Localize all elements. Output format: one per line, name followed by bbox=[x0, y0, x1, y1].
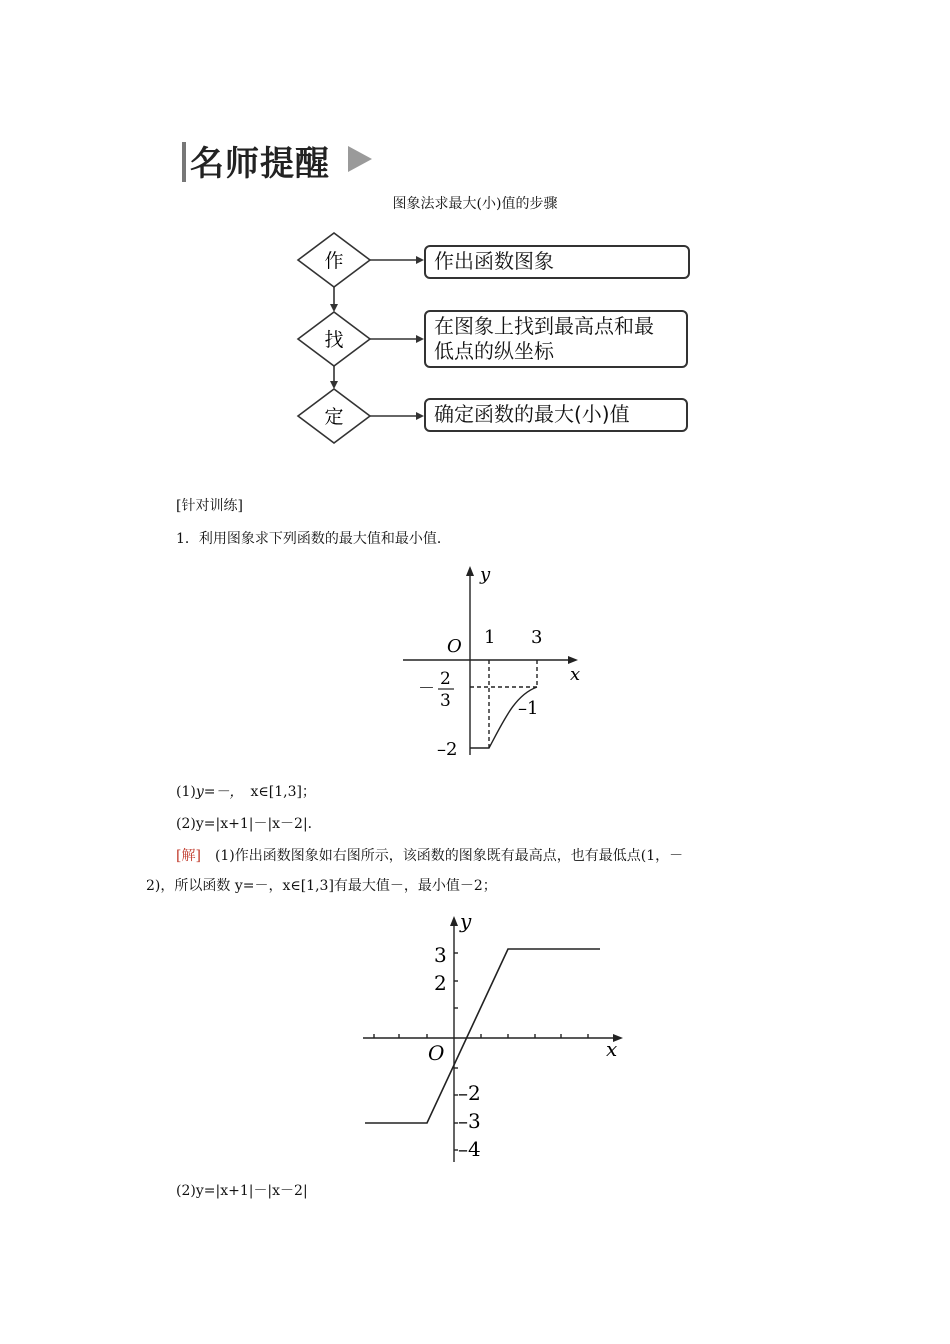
x-axis-label: x bbox=[570, 664, 581, 685]
flow-box-find-line1: 在图象上找到最高点和最 bbox=[434, 314, 654, 338]
part-1: (1)y=－， x∈[1,3]； bbox=[176, 784, 316, 800]
fraction-denominator: 3 bbox=[440, 691, 451, 711]
flow-box-find bbox=[424, 310, 688, 368]
tick-y-neg3: –3 bbox=[458, 1109, 481, 1133]
flow-box-determine bbox=[424, 398, 688, 432]
tick-y-neg4: –4 bbox=[458, 1137, 481, 1161]
flow-box-find-line2: 低点的纵坐标 bbox=[434, 339, 554, 363]
tick-y-2: 2 bbox=[434, 971, 447, 995]
fraction-sign: － bbox=[418, 679, 435, 699]
flow-box-make bbox=[424, 245, 690, 279]
section-title: 名师提醒 bbox=[190, 144, 330, 184]
fraction-numerator: 2 bbox=[440, 669, 451, 689]
part-2: (2)y=|x+1|－|x－2|． bbox=[176, 816, 322, 832]
piecewise-line bbox=[365, 949, 600, 1123]
solution-tag: [解] bbox=[176, 848, 201, 864]
solution-line-1: [解] (1)作出函数图象如右图所示，该函数的图象既有最高点，也有最低点(1，－ bbox=[176, 848, 684, 864]
diamond-label-find: 找 bbox=[324, 329, 344, 351]
y-axis-label: y bbox=[460, 910, 472, 933]
y-axis-label: y bbox=[480, 564, 491, 585]
question-1: 1．利用图象求下列函数的最大值和最小值． bbox=[176, 531, 451, 547]
flowchart-title: 图象法求最大(小)值的步骤 bbox=[392, 196, 558, 212]
play-arrow-icon bbox=[348, 146, 372, 172]
origin-label: O bbox=[447, 636, 462, 657]
practice-heading: [针对训练] bbox=[176, 498, 243, 514]
label-neg2: –2 bbox=[437, 739, 458, 760]
tick-y-neg2: –2 bbox=[458, 1081, 481, 1105]
label-neg1: –1 bbox=[518, 698, 539, 719]
origin-label: O bbox=[428, 1041, 445, 1065]
tick-x-3: 3 bbox=[531, 627, 543, 648]
flow-box-determine-text: 确定函数的最大(小)值 bbox=[434, 402, 630, 426]
diamond-label-determine: 定 bbox=[324, 406, 344, 428]
part-2-repeat: (2)y=|x+1|－|x－2| bbox=[176, 1183, 308, 1199]
header-bar bbox=[182, 142, 186, 182]
solution-line-2: 2)，所以函数 y=－，x∈[1,3]有最大值－，最小值－2； bbox=[146, 878, 497, 894]
flow-box-make-text: 作出函数图象 bbox=[434, 249, 554, 273]
x-axis-label: x bbox=[606, 1037, 618, 1061]
tick-x-1: 1 bbox=[484, 627, 496, 648]
graph-piecewise bbox=[360, 910, 635, 1170]
tick-y-3: 3 bbox=[434, 943, 447, 967]
graph-reciprocal bbox=[400, 560, 590, 765]
diamond-label-make: 作 bbox=[324, 250, 344, 272]
